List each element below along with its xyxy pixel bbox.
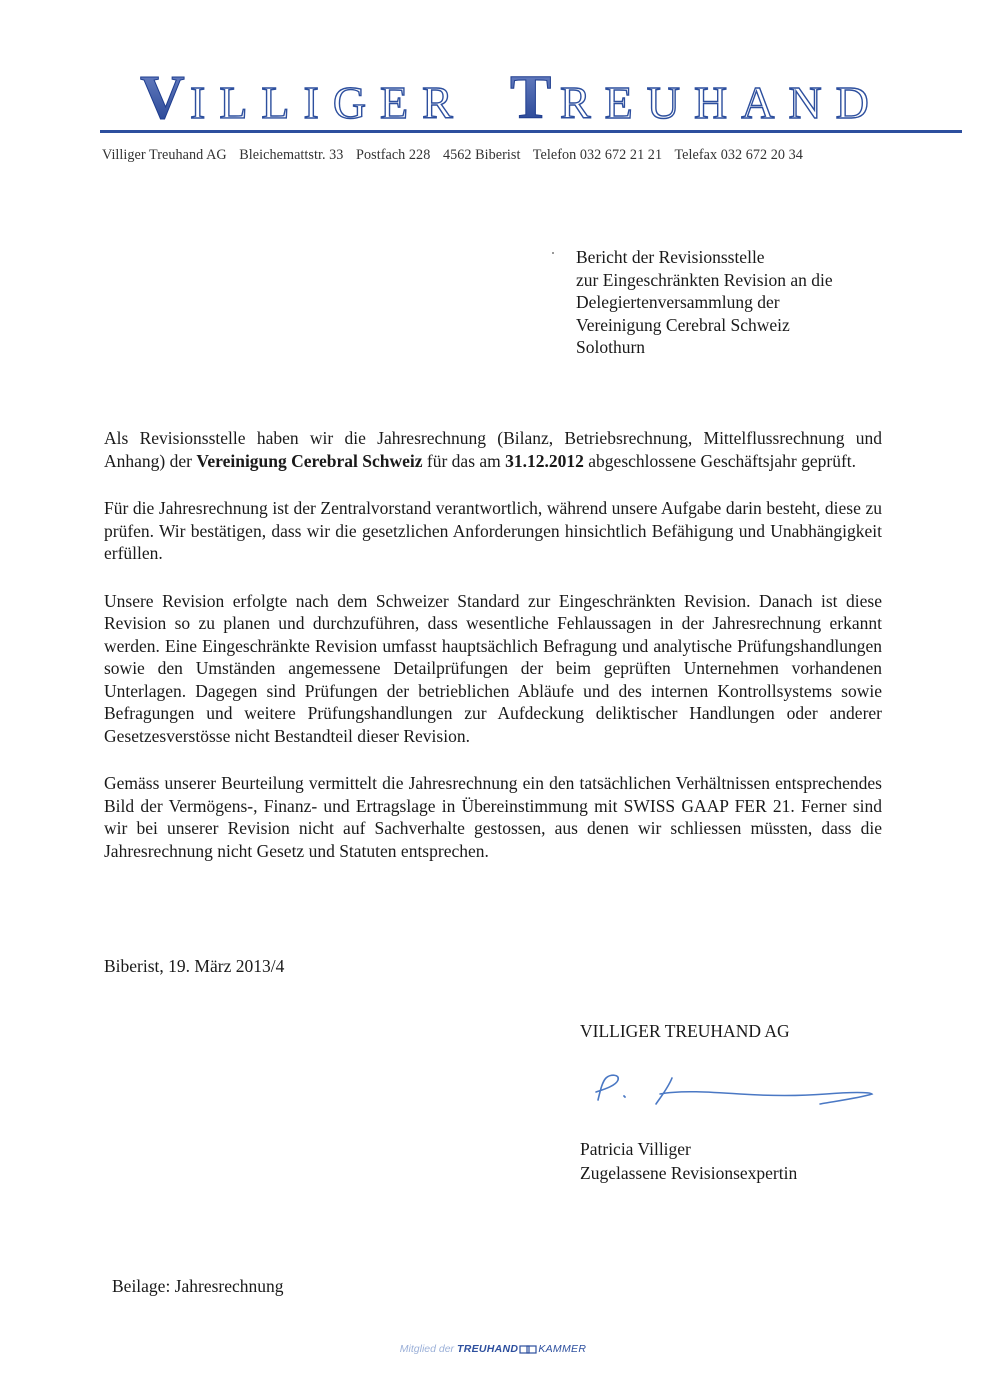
letterhead-contact bbox=[102, 147, 962, 164]
fiscal-year-end: 31.12.2012 bbox=[505, 450, 584, 471]
svg-text:ILLIGER: ILLIGER bbox=[190, 77, 467, 126]
paragraph-procedure: Unsere Revision erfolgte nach dem Schweizer Standard zur Eingeschränkten Revision. Danach ist diese Revision so zu planen und durchzuführen, dass wesentliche Fehlaussagen in der Jahresrechnung erkannt werden. Eine Eingeschränkte Revision umfasst hauptsächlich Befragung und analytische Prüfungshandlungen sowie den Umständen angemessene Detailprüfungen der beim geprüften Unternehmen vorhandenen Unterlagen. Dagegen sind Prüfungen der betrieblichen Abläufe und des internen Kontrollsystems sowie Befragungen und weitere Prüfungshandlungen zur Aufdeckung deliktischer Handlungen oder anderer Gesetzesverstösse nicht Bestandteil dieser Revision. bbox=[104, 590, 882, 746]
addressee-line: zur Eingeschränkten Revision an die bbox=[576, 269, 833, 290]
signing-company: VILLIGER TREUHAND AG bbox=[580, 1021, 790, 1041]
handwritten-signature bbox=[580, 1068, 880, 1112]
paragraph-responsibility: Für die Jahresrechnung ist der Zentralvorstand verantwortlich, während unsere Aufgabe darin besteht, diese zu prüfen. Wir bestätigen, dass wir die gesetzlichen Anforderungen hinsichtlich Befähigung und Unabhängigkeit erfüllen. bbox=[104, 498, 882, 563]
membership-footer bbox=[0, 1343, 986, 1355]
addressee-line: Solothurn bbox=[576, 337, 646, 357]
letterhead-city: 4562 Biberist bbox=[442, 147, 521, 163]
addressee-line: Delegiertenversammlung der bbox=[576, 292, 780, 312]
paragraph-text: für das am bbox=[422, 450, 506, 471]
addressee-line: Bericht der Revisionsstelle bbox=[576, 247, 765, 267]
place-date: Biberist, 19. März 2013/4 bbox=[104, 956, 285, 976]
enclosure-note: Beilage: Jahresrechnung bbox=[112, 1276, 284, 1296]
footer-chamber-text: TREUHAND bbox=[456, 1343, 519, 1355]
signer-name: Patricia Villiger bbox=[580, 1139, 691, 1159]
letterhead-fax: Telefax 032 672 20 34 bbox=[674, 147, 803, 163]
addressee-block bbox=[576, 246, 916, 359]
report-body bbox=[104, 427, 882, 887]
letterhead-street: Bleichemattstr. 33 bbox=[239, 147, 344, 163]
letterhead-company: Villiger Treuhand AG bbox=[102, 147, 227, 163]
company-logo bbox=[140, 66, 900, 126]
letterhead-phone: Telefon 032 672 21 21 bbox=[532, 147, 663, 163]
paragraph-text: abgeschlossene Geschäftsjahr geprüft. bbox=[583, 450, 857, 471]
letterhead-pobox: Postfach 228 bbox=[356, 147, 431, 163]
svg-text:T: T bbox=[510, 66, 552, 126]
signer-title: Zugelassene Revisionsexpertin bbox=[580, 1163, 798, 1183]
svg-text:REUHAND: REUHAND bbox=[560, 77, 883, 126]
addressee-line: Vereinigung Cerebral Schweiz bbox=[576, 314, 790, 335]
signer-block bbox=[580, 1137, 797, 1185]
svg-text:V: V bbox=[140, 66, 185, 126]
footer-member-text: Mitglied der bbox=[399, 1343, 455, 1355]
paragraph-text: Als Revisionsstelle haben wir die Jahresrechnung (Bilanz, Betriebsrechnung, Mittelflussrechnung und Anhang) der bbox=[104, 428, 882, 471]
letterhead-rule bbox=[100, 130, 962, 133]
chamber-link-icon bbox=[519, 1345, 537, 1354]
paragraph-scope bbox=[104, 427, 882, 472]
organization-name: Vereinigung Cerebral Schweiz bbox=[196, 450, 423, 471]
footer-kammer-text: KAMMER bbox=[538, 1343, 587, 1355]
margin-mark bbox=[552, 252, 554, 254]
paragraph-opinion: Gemäss unserer Beurteilung vermittelt die Jahresrechnung ein den tatsächlichen Verhältnissen entsprechendes Bild der Vermögens-, Finanz- und Ertragslage in Übereinstimmung mit SWISS GAAP FER 21. Ferner sind wir bei unserer Revision nicht auf Sachverhalte gestossen, aus denen wir schliessen müssten, dass die Jahresrechnung nicht Gesetz und Statuten entsprechen. bbox=[104, 773, 882, 861]
